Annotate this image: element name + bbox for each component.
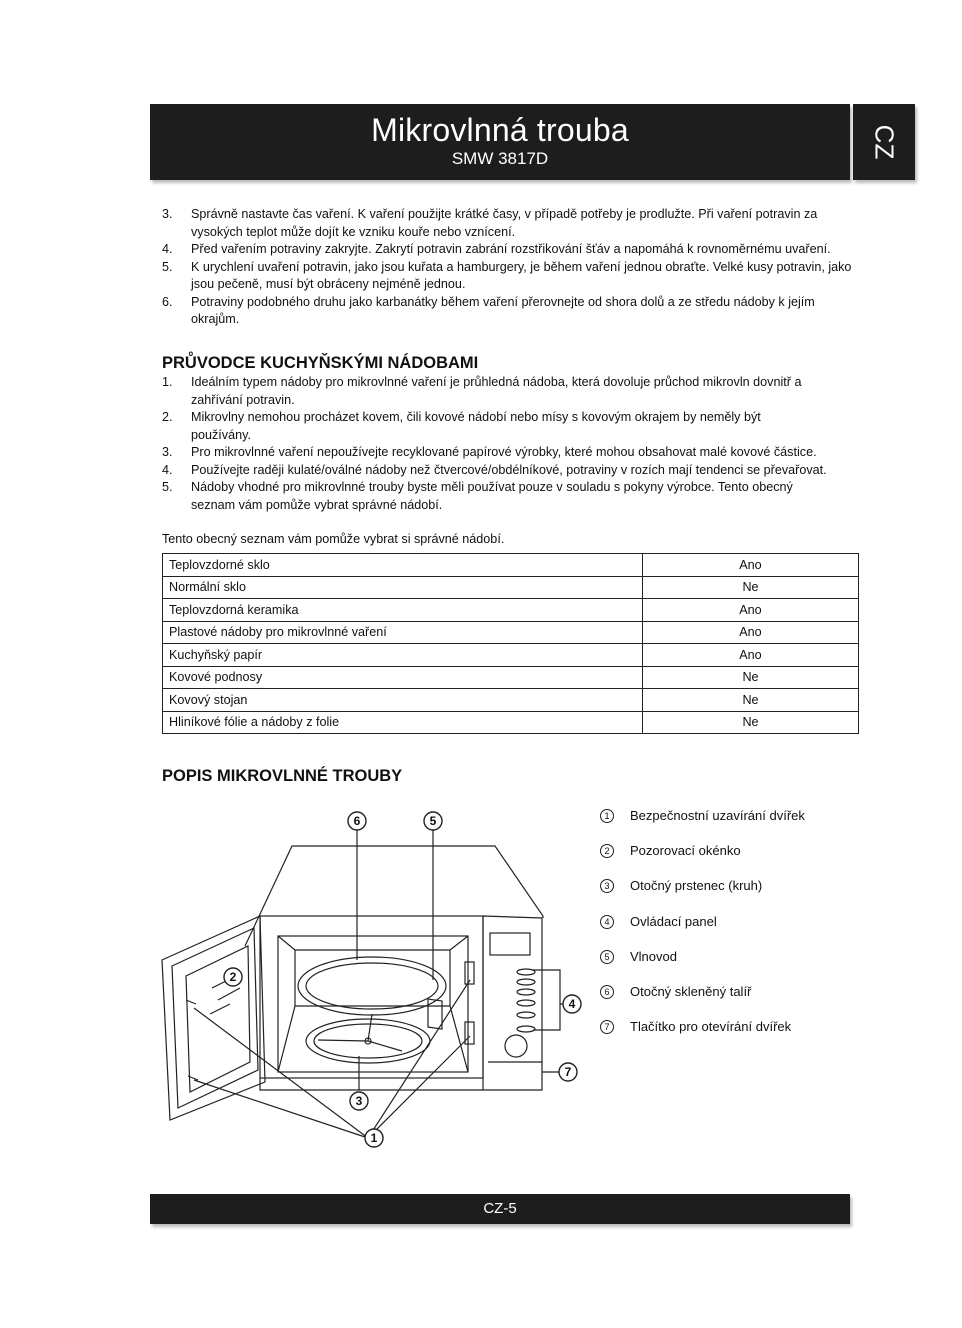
cookware-heading: PRŮVODCE KUCHYŇSKÝMI NÁDOBAMI	[162, 354, 479, 372]
microwave-diagram	[150, 800, 590, 1160]
description-heading: POPIS MIKROVLNNÉ TROUBY	[162, 767, 403, 785]
table-row: Hliníkové fólie a nádoby z folie Ne	[163, 711, 859, 734]
language-tab	[853, 104, 915, 180]
page-header	[150, 104, 850, 180]
table-row: Kovové podnosy Ne	[163, 666, 859, 689]
legend-item: 4 Ovládací panel	[600, 914, 805, 949]
language-code: CZ	[869, 124, 900, 160]
cooking-tips-list	[162, 206, 862, 329]
list-item: 3. Pro mikrovlnné vaření nepoužívejte recyklované papírové výrobky, které mohou obsahovat malé kovové částice.	[162, 445, 817, 459]
callout-1: 1	[370, 1131, 378, 1145]
legend-item: 2 Pozorovací okénko	[600, 843, 805, 878]
page-title: Mikrovlnná trouba	[371, 112, 629, 148]
list-item: 5. K urychlení uvaření potravin, jako jsou kuřata a hamburgery, je během vaření jednou obraťte. Velké kusy potravin, jako jsou pečeně, musí být obráceny nejméně jednou.	[162, 259, 852, 291]
list-item: 6. Potraviny podobného druhu jako karbanátky během vaření přerovnejte od shora dolů a ze středu nádoby k jejím okrajům.	[162, 294, 815, 326]
page-footer	[150, 1194, 850, 1224]
list-item: 1. Ideálním typem nádoby pro mikrovlnné vaření je průhledná nádoba, která dovoluje průchod mikrovln dovnitř a zahřívání potravin.	[162, 375, 802, 407]
table-row: Normální sklo Ne	[163, 576, 859, 599]
parts-legend	[600, 808, 805, 1054]
callout-6: 6	[353, 814, 361, 828]
list-item: 3. Správně nastavte čas vaření. K vaření použijte krátké časy, v případě potřeby je prodlužte. Při vaření potravin za vysokých teplot může dojít ke vzniku kouře nebo vznícení.	[162, 207, 818, 239]
callout-2: 2	[229, 970, 237, 984]
legend-item: 7 Tlačítko pro otevírání dvířek	[600, 1019, 805, 1054]
page-number: CZ-5	[483, 1200, 517, 1217]
cookware-note: Tento obecný seznam vám pomůže vybrat si správné nádobí.	[162, 532, 505, 546]
table-row: Teplovzdorné sklo Ano	[163, 554, 859, 577]
legend-item: 3 Otočný prstenec (kruh)	[600, 878, 805, 913]
table-row: Teplovzdorná keramika Ano	[163, 599, 859, 622]
model-number: SMW 3817D	[451, 149, 549, 168]
list-item: 5. Nádoby vhodné pro mikrovlnné trouby byste měli používat pouze v souladu s pokyny výrobce. Tento obecný seznam vám pomůže vybrat správné nádobí.	[162, 480, 793, 512]
callout-3: 3	[355, 1094, 363, 1108]
list-item: 4. Před vařením potraviny zakryjte. Zakrytí potravin zabrání rozstřikování šťáv a napomáhá k rovnoměrnému uvaření.	[162, 242, 831, 256]
table-row: Kuchyňský papír Ano	[163, 644, 859, 667]
table-row: Plastové nádoby pro mikrovlnné vaření Ano	[163, 621, 859, 644]
callout-7: 7	[564, 1065, 572, 1079]
cookware-list	[162, 374, 858, 514]
legend-item: 6 Otočný skleněný talíř	[600, 984, 805, 1019]
callout-5: 5	[429, 814, 437, 828]
legend-item: 1 Bezpečnostní uzavírání dvířek	[600, 808, 805, 843]
list-item: 2. Mikrovlny nemohou procházet kovem, čili kovové nádobí nebo mísy s kovovým okrajem by neměly být používány.	[162, 410, 761, 442]
cookware-table	[162, 553, 859, 734]
callout-4: 4	[568, 997, 576, 1011]
list-item: 4. Používejte raději kulaté/oválné nádoby než čtvercové/obdélníkové, potraviny v rozích mají tendenci se převařovat.	[162, 462, 827, 477]
legend-item: 5 Vlnovod	[600, 949, 805, 984]
table-row: Kovový stojan Ne	[163, 689, 859, 712]
